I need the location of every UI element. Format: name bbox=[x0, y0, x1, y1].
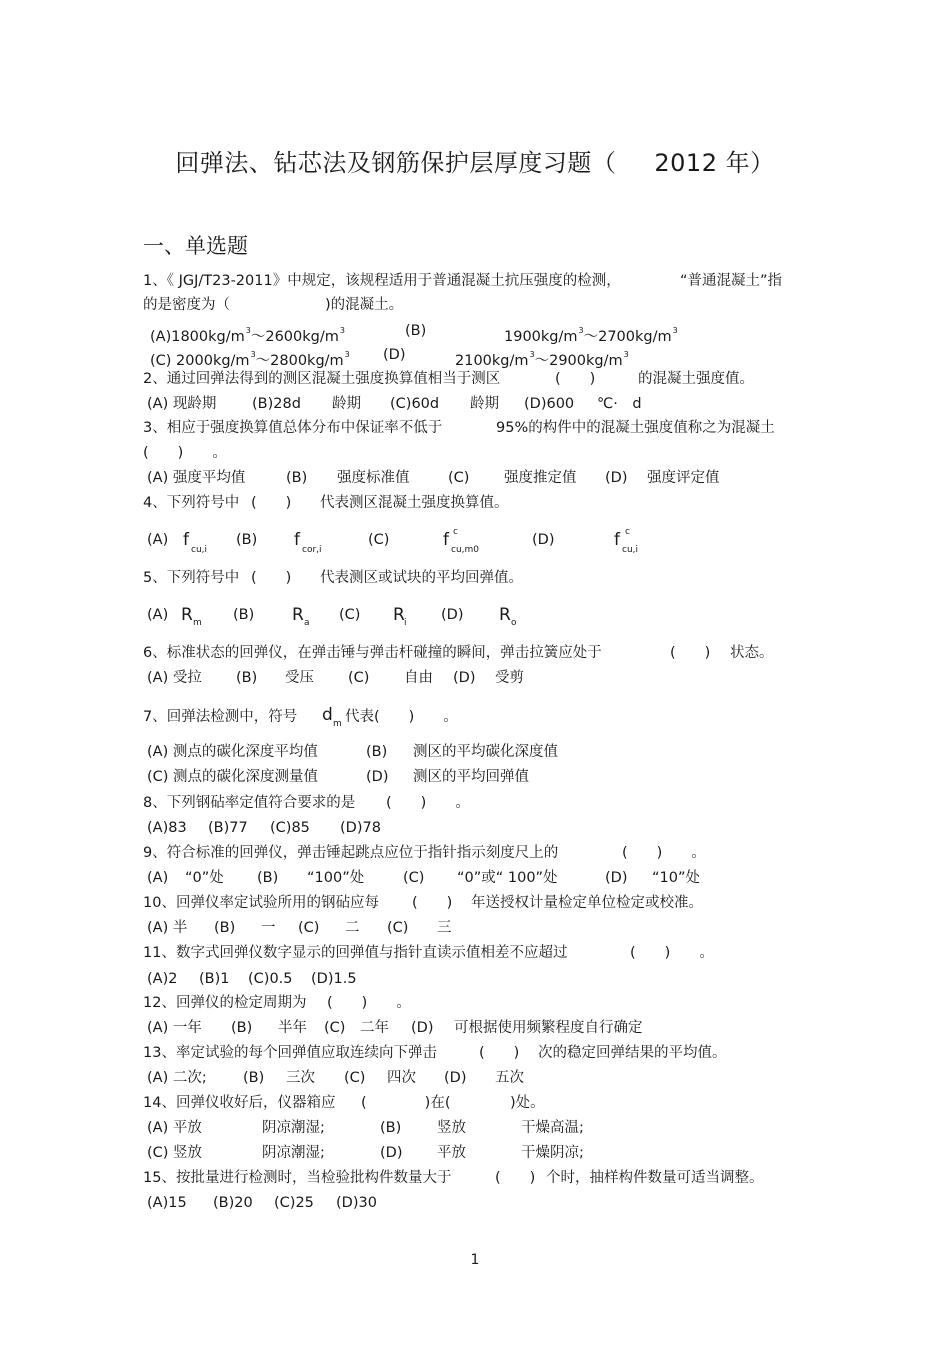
q15-text: 15、按批量进行检测时，当检验批构件数量大于 bbox=[143, 1170, 452, 1186]
q10-option-a: (A) 半 bbox=[147, 920, 188, 936]
q15-blank: ( ) bbox=[495, 1170, 536, 1186]
q10-blank: ( ) bbox=[412, 895, 453, 911]
q14-option-d-detail: 干燥阴凉; bbox=[521, 1145, 584, 1161]
q5-option-d: (D) bbox=[441, 607, 464, 623]
title-year: 2012 年） bbox=[654, 149, 775, 177]
q9-option-b: (B) bbox=[257, 870, 279, 886]
q5-option-a: (A) bbox=[147, 607, 169, 623]
q4-option-c-symbol: f bbox=[443, 530, 449, 550]
q1-option-b: $1900kg/m^3\sim 2700kg/m^3$ bbox=[504, 326, 678, 345]
q3-option-b-text: 强度标准值 bbox=[337, 470, 410, 486]
q6-text: 6、标准状态的回弹仪，在弹击锤与弹击杆碰撞的瞬间，弹击拉簧应处于 bbox=[143, 645, 602, 661]
q1-text-b: “普通混凝土”指 bbox=[680, 273, 783, 289]
q4-option-d: (D) bbox=[532, 532, 555, 548]
q2-text: 2、通过回弹法得到的测区混凝土强度换算值相当于测区 bbox=[143, 371, 501, 387]
q11-text: 11、数字式回弹仪数字显示的回弹值与指针直读示值相差不应超过 bbox=[143, 945, 568, 961]
q14-option-a-text: 阴凉潮湿; bbox=[262, 1120, 325, 1136]
q6-option-a: (A) 受拉 bbox=[147, 670, 202, 686]
q4-option-b: (B) bbox=[236, 532, 258, 548]
q6-blank: ( ) bbox=[670, 645, 711, 661]
q14-option-b-detail: 干燥高温; bbox=[521, 1120, 584, 1136]
q4-option-c: (C) bbox=[368, 532, 390, 548]
q9-option-a: (A) bbox=[147, 870, 169, 886]
q13-text: 13、率定试验的每个回弹值应取连续向下弹击 bbox=[143, 1045, 437, 1061]
q3-text: 3、相应于强度换算值总体分布中保证率不低于 bbox=[143, 420, 443, 436]
q7-symbol-subscript: m bbox=[333, 719, 342, 729]
q1-option-d: $2100kg/m^3\sim 2900kg/m^3$ bbox=[455, 350, 629, 369]
q1-option-c: (C) $2000kg/m^3\sim 2800kg/m^3$ bbox=[150, 350, 350, 369]
section-heading: 一、单选题 bbox=[143, 234, 248, 258]
q7-option-b: (B) bbox=[366, 744, 388, 760]
q10-option-c: (C) bbox=[298, 920, 320, 936]
q14-option-b: (B) bbox=[380, 1120, 402, 1136]
q14-option-c-text: 阴凉潮湿; bbox=[262, 1145, 325, 1161]
q8-option-c: (C)85 bbox=[270, 820, 310, 836]
q7-option-c: (C) 测点的碳化深度测量值 bbox=[147, 769, 319, 785]
q11-option-c: (C)0.5 bbox=[248, 971, 293, 987]
q2-option-d-text: ℃· d bbox=[597, 396, 642, 412]
q5-option-b-subscript: a bbox=[304, 618, 310, 628]
q13-blank: ( ) bbox=[479, 1045, 520, 1061]
q15-option-a: (A)15 bbox=[147, 1195, 187, 1211]
q2-option-a: (A) 现龄期 bbox=[147, 396, 217, 412]
q14-option-a: (A) 平放 bbox=[147, 1120, 202, 1136]
q2-blank: ( ) bbox=[555, 371, 596, 387]
q7-option-d-text: 测区的平均回弹值 bbox=[413, 769, 529, 785]
q3-option-a: (A) 强度平均值 bbox=[147, 470, 246, 486]
q1-option-d-label: (D) bbox=[383, 347, 406, 363]
q5-option-b: (B) bbox=[233, 607, 255, 623]
q6-option-d: (D) bbox=[453, 670, 476, 686]
q4-option-c-subscript: cu,m0 bbox=[451, 545, 480, 555]
q10-option-b-text: 一 bbox=[261, 920, 276, 936]
q14-option-b-text: 竖放 bbox=[437, 1120, 466, 1136]
q2-option-b-text: 龄期 bbox=[332, 396, 361, 412]
q5-option-b-symbol: R bbox=[292, 605, 304, 625]
q3-option-c-text: 强度推定值 bbox=[504, 470, 577, 486]
q1-text-d: )的混凝土。 bbox=[325, 297, 404, 313]
q13-option-a: (A) 二次; bbox=[147, 1070, 207, 1086]
q14-option-d: (D) bbox=[380, 1145, 403, 1161]
q8-option-d: (D)78 bbox=[340, 820, 381, 836]
q9-option-c-text: “0”或“ 100”处 bbox=[457, 870, 558, 886]
q3-option-b: (B) bbox=[286, 470, 308, 486]
page-number: 1 bbox=[470, 1252, 480, 1268]
q6-option-d-text: 受剪 bbox=[495, 670, 524, 686]
q12-option-d-text: 可根据使用频繁程度自行确定 bbox=[454, 1020, 643, 1036]
q4-option-d-symbol: f bbox=[614, 530, 620, 550]
q4-option-a: (A) bbox=[147, 532, 169, 548]
q9-option-d-text: “10”处 bbox=[652, 870, 700, 886]
q6-text-b: 状态。 bbox=[730, 645, 774, 661]
q10-option-b: (B) bbox=[214, 920, 236, 936]
q5-option-a-symbol: R bbox=[181, 605, 193, 625]
q13-option-b-text: 三次 bbox=[286, 1070, 315, 1086]
q5-option-d-subscript: o bbox=[511, 618, 517, 628]
q7-text: 7、回弹法检测中，符号 bbox=[143, 709, 298, 725]
q14-option-d-text: 平放 bbox=[437, 1145, 466, 1161]
q8-option-a: (A)83 bbox=[147, 820, 187, 836]
q14-text: 14、回弹仪收好后，仪器箱应 bbox=[143, 1095, 336, 1111]
q12-option-c: (C) bbox=[324, 1020, 346, 1036]
q8-blank: ( ) 。 bbox=[386, 795, 470, 811]
q15-option-d: (D)30 bbox=[336, 1195, 377, 1211]
q14-blank-1: ( )在( bbox=[361, 1095, 451, 1111]
q4-option-a-subscript: cu,i bbox=[191, 545, 208, 555]
q15-text-b: 个时，抽样构件数量可适当调整。 bbox=[546, 1170, 764, 1186]
q10-text-b: 年送授权计量检定单位检定或校准。 bbox=[471, 895, 703, 911]
q10-option-c-text: 二 bbox=[345, 920, 360, 936]
q13-option-d-text: 五次 bbox=[495, 1070, 524, 1086]
q8-option-b: (B)77 bbox=[208, 820, 248, 836]
q14-option-c: (C) 竖放 bbox=[147, 1145, 203, 1161]
q9-blank: ( ) 。 bbox=[622, 845, 706, 861]
q9-option-b-text: “100”处 bbox=[307, 870, 365, 886]
q12-option-b: (B) bbox=[231, 1020, 253, 1036]
q3-option-d-text: 强度评定值 bbox=[647, 470, 720, 486]
q11-option-a: (A)2 bbox=[147, 971, 178, 987]
q12-option-c-text: 二年 bbox=[360, 1020, 389, 1036]
q5-text: 5、下列符号中 bbox=[143, 570, 240, 586]
q12-blank: ( ) 。 bbox=[327, 995, 411, 1011]
q4-option-a-symbol: f bbox=[183, 530, 189, 550]
q3-option-c: (C) bbox=[448, 470, 470, 486]
q2-text-b: 的混凝土强度值。 bbox=[638, 371, 754, 387]
q4-text-b: 代表测区混凝土强度换算值。 bbox=[320, 495, 509, 511]
q1-option-b-label: (B) bbox=[405, 323, 427, 339]
title-main: 回弹法、钻芯法及钢筋保护层厚度习题（ bbox=[175, 149, 617, 177]
q13-option-c: (C) bbox=[344, 1070, 366, 1086]
q13-option-d: (D) bbox=[444, 1070, 467, 1086]
q6-option-c: (C) bbox=[348, 670, 370, 686]
q4-option-b-subscript: cor,i bbox=[302, 545, 322, 555]
q5-option-c-symbol: R bbox=[393, 605, 405, 625]
q5-option-a-subscript: m bbox=[193, 618, 202, 628]
q7-option-a: (A) 测点的碳化深度平均值 bbox=[147, 744, 318, 760]
q11-blank: ( ) 。 bbox=[630, 945, 714, 961]
q7-option-b-text: 测区的平均碳化深度值 bbox=[413, 744, 558, 760]
q4-option-d-subscript: cu,i bbox=[622, 545, 639, 555]
q12-text: 12、回弹仪的检定周期为 bbox=[143, 995, 307, 1011]
q3-text-b: 95%的构件中的混凝土强度值称之为混凝土 bbox=[496, 420, 775, 436]
q6-option-b: (B) bbox=[236, 670, 258, 686]
q6-option-c-text: 自由 bbox=[404, 670, 433, 686]
q6-option-b-text: 受压 bbox=[285, 670, 314, 686]
q15-option-c: (C)25 bbox=[274, 1195, 314, 1211]
q5-blank: ( ) bbox=[251, 570, 292, 586]
q11-option-d: (D)1.5 bbox=[311, 971, 357, 987]
q9-text: 9、符合标准的回弹仪，弹击锤起跳点应位于指针指示刻度尺上的 bbox=[143, 845, 559, 861]
q13-option-c-text: 四次 bbox=[387, 1070, 416, 1086]
q7-text-b: 代表( ) 。 bbox=[345, 709, 458, 725]
q10-option-d-text: 三 bbox=[437, 920, 452, 936]
q4-option-c-superscript: c bbox=[453, 527, 458, 537]
q1-text-c: 的是密度为（ bbox=[143, 297, 230, 313]
q2-option-b: (B)28d bbox=[252, 396, 301, 412]
q13-text-b: 次的稳定回弹结果的平均值。 bbox=[538, 1045, 727, 1061]
q14-blank-2: )处。 bbox=[510, 1095, 545, 1111]
question-3-stem-2: ( ) 。 bbox=[143, 445, 227, 461]
q4-text: 4、下列符号中 bbox=[143, 495, 240, 511]
q4-blank: ( ) bbox=[251, 495, 292, 511]
q2-option-d: (D)600 bbox=[524, 396, 575, 412]
q5-option-c: (C) bbox=[339, 607, 361, 623]
q7-symbol: d bbox=[322, 705, 333, 725]
q3-option-d: (D) bbox=[605, 470, 628, 486]
q12-option-b-text: 半年 bbox=[278, 1020, 307, 1036]
q13-option-b: (B) bbox=[243, 1070, 265, 1086]
q4-option-b-symbol: f bbox=[294, 530, 300, 550]
q15-option-b: (B)20 bbox=[213, 1195, 253, 1211]
q12-option-a: (A) 一年 bbox=[147, 1020, 202, 1036]
q4-option-d-superscript: c bbox=[625, 527, 630, 537]
q7-option-d: (D) bbox=[366, 769, 389, 785]
q9-option-a-text: “0”处 bbox=[185, 870, 224, 886]
page-title bbox=[0, 143, 950, 178]
q2-option-c-text: 龄期 bbox=[470, 396, 499, 412]
q10-option-d: (C) bbox=[387, 920, 409, 936]
q9-option-d: (D) bbox=[605, 870, 628, 886]
q12-option-d: (D) bbox=[411, 1020, 434, 1036]
q5-option-c-subscript: i bbox=[404, 618, 407, 628]
q1-option-a: $(A)1800kg/m^3\sim 2600kg/m^3$ bbox=[150, 326, 345, 345]
q9-option-c: (C) bbox=[403, 870, 425, 886]
q2-option-c: (C)60d bbox=[390, 396, 440, 412]
q1-text: 1、《 JGJ/T23-2011》中规定，该规程适用于普通混凝土抗压强度的检测， bbox=[143, 273, 621, 289]
q5-text-b: 代表测区或试块的平均回弹值。 bbox=[320, 570, 523, 586]
q5-option-d-symbol: R bbox=[499, 605, 511, 625]
q11-option-b: (B)1 bbox=[199, 971, 230, 987]
q10-text: 10、回弹仪率定试验所用的钢砧应每 bbox=[143, 895, 379, 911]
q8-text: 8、下列钢砧率定值符合要求的是 bbox=[143, 795, 356, 811]
